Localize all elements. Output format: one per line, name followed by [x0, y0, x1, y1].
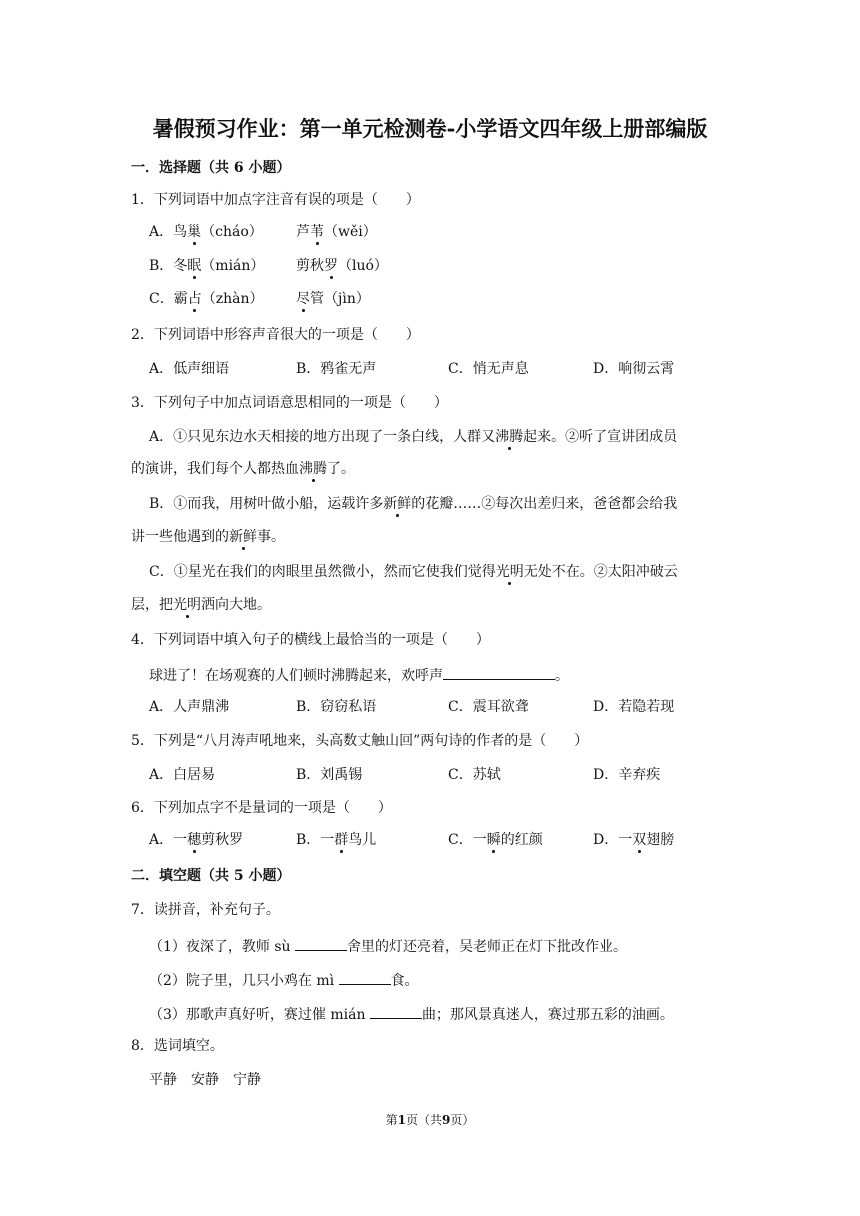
question-3-option-a-line2: 的演讲，我们每个人都热血沸腾了。 — [131, 461, 355, 477]
question-6-option-b: B．一群鸟儿 — [296, 832, 377, 848]
question-2-option-c: C．悄无声息 — [448, 361, 529, 377]
question-2-stem: 2．下列词语中形容声音很大的一项是（ ） — [131, 327, 420, 343]
question-3-option-a-line1: A．①只见东边水天相接的地方出现了一条白线，人群又沸腾起来。②听了宣讲团成员 — [149, 429, 678, 445]
page-footer: 第1页（共9页） — [385, 1113, 475, 1127]
question-5-option-a: A．白居易 — [149, 767, 216, 783]
question-6-option-d: D．一双翅膀 — [593, 832, 675, 848]
question-3-option-c-line2: 层，把光明洒向大地。 — [131, 597, 271, 613]
question-4-stem: 4．下列词语中填入句子的横线上最恰当的一项是（ ） — [131, 632, 490, 648]
question-4-option-d: D．若隐若现 — [593, 699, 675, 715]
word-option: 宁静 — [233, 1072, 261, 1088]
question-1-stem: 1．下列词语中加点字注音有误的项是（ ） — [131, 192, 420, 208]
question-7-stem: 7．读拼音，补充句子。 — [131, 902, 280, 918]
question-6-option-a: A．一穗剪秋罗 — [149, 832, 244, 848]
question-1-option-a: A．鸟巢（cháo） — [149, 224, 263, 240]
question-8-stem: 8．选词填空。 — [131, 1038, 224, 1054]
answer-blank — [443, 663, 555, 680]
question-3-stem: 3．下列句子中加点词语意思相同的一项是（ ） — [131, 395, 448, 411]
answer-blank — [370, 1002, 422, 1019]
question-4-option-b: B．窃窃私语 — [296, 699, 377, 715]
question-4-sentence: 球进了！在场观赛的人们顿时沸腾起来，欢呼声 。 — [149, 663, 569, 686]
word-option: 平静 — [149, 1072, 177, 1088]
question-3-option-b-line1: B．①而我，用树叶做小船，运载许多新鲜的花瓣……②每次出差归来，爸爸都会给我 — [149, 496, 678, 512]
question-1-option-a-word2: 芦苇（wěi） — [296, 224, 377, 240]
question-6-option-c: C．一瞬的红颜 — [448, 832, 543, 848]
question-5-option-d: D．辛弃疾 — [593, 767, 661, 783]
question-1-option-b: B．冬眠（mián） — [149, 258, 265, 274]
question-5-option-c: C．苏轼 — [448, 767, 501, 783]
question-3-option-c-line1: C．①星光在我们的肉眼里虽然微小，然而它使我们觉得光明无处不在。②太阳冲破云 — [149, 564, 678, 580]
question-5-stem: 5．下列是“八月涛声吼地来，头高数丈触山回”两句诗的作者的是（ ） — [131, 733, 589, 749]
question-1-option-c: C．霸占（zhàn） — [149, 291, 264, 307]
page-title: 暑假预习作业：第一单元检测卷-小学语文四年级上册部编版 — [152, 116, 708, 141]
question-2-option-d: D．响彻云霄 — [593, 361, 675, 377]
question-6-stem: 6．下列加点字不是量词的一项是（ ） — [131, 800, 392, 816]
question-7-line-1: （1）夜深了，教师 sù 舍里的灯还亮着，吴老师正在灯下批改作业。 — [149, 934, 627, 957]
question-1-option-c-word2: 尽管（jìn） — [296, 291, 370, 307]
question-1-option-b-word2: 剪秋罗（luó） — [296, 258, 388, 274]
answer-blank — [295, 934, 347, 951]
question-5-option-b: B．刘禹锡 — [296, 767, 363, 783]
question-3-option-b-line2: 讲一些他遇到的新鲜事。 — [131, 529, 285, 545]
question-4-option-c: C．震耳欲聋 — [448, 699, 529, 715]
word-option: 安静 — [191, 1072, 219, 1088]
question-4-option-a: A．人声鼎沸 — [149, 699, 230, 715]
question-7-line-2: （2）院子里，几只小鸡在 mì 食。 — [149, 968, 419, 991]
answer-blank — [339, 968, 391, 985]
question-2-option-b: B．鸦雀无声 — [296, 361, 377, 377]
question-8-word-bank — [149, 1070, 261, 1090]
section-heading-choice: 一．选择题（共 6 小题） — [131, 160, 291, 176]
question-7-line-3: （3）那歌声真好听，赛过催 mián 曲；那风景真迷人，赛过那五彩的油画。 — [149, 1002, 674, 1025]
question-2-option-a: A．低声细语 — [149, 361, 230, 377]
section-heading-fill: 二．填空题（共 5 小题） — [131, 868, 291, 884]
